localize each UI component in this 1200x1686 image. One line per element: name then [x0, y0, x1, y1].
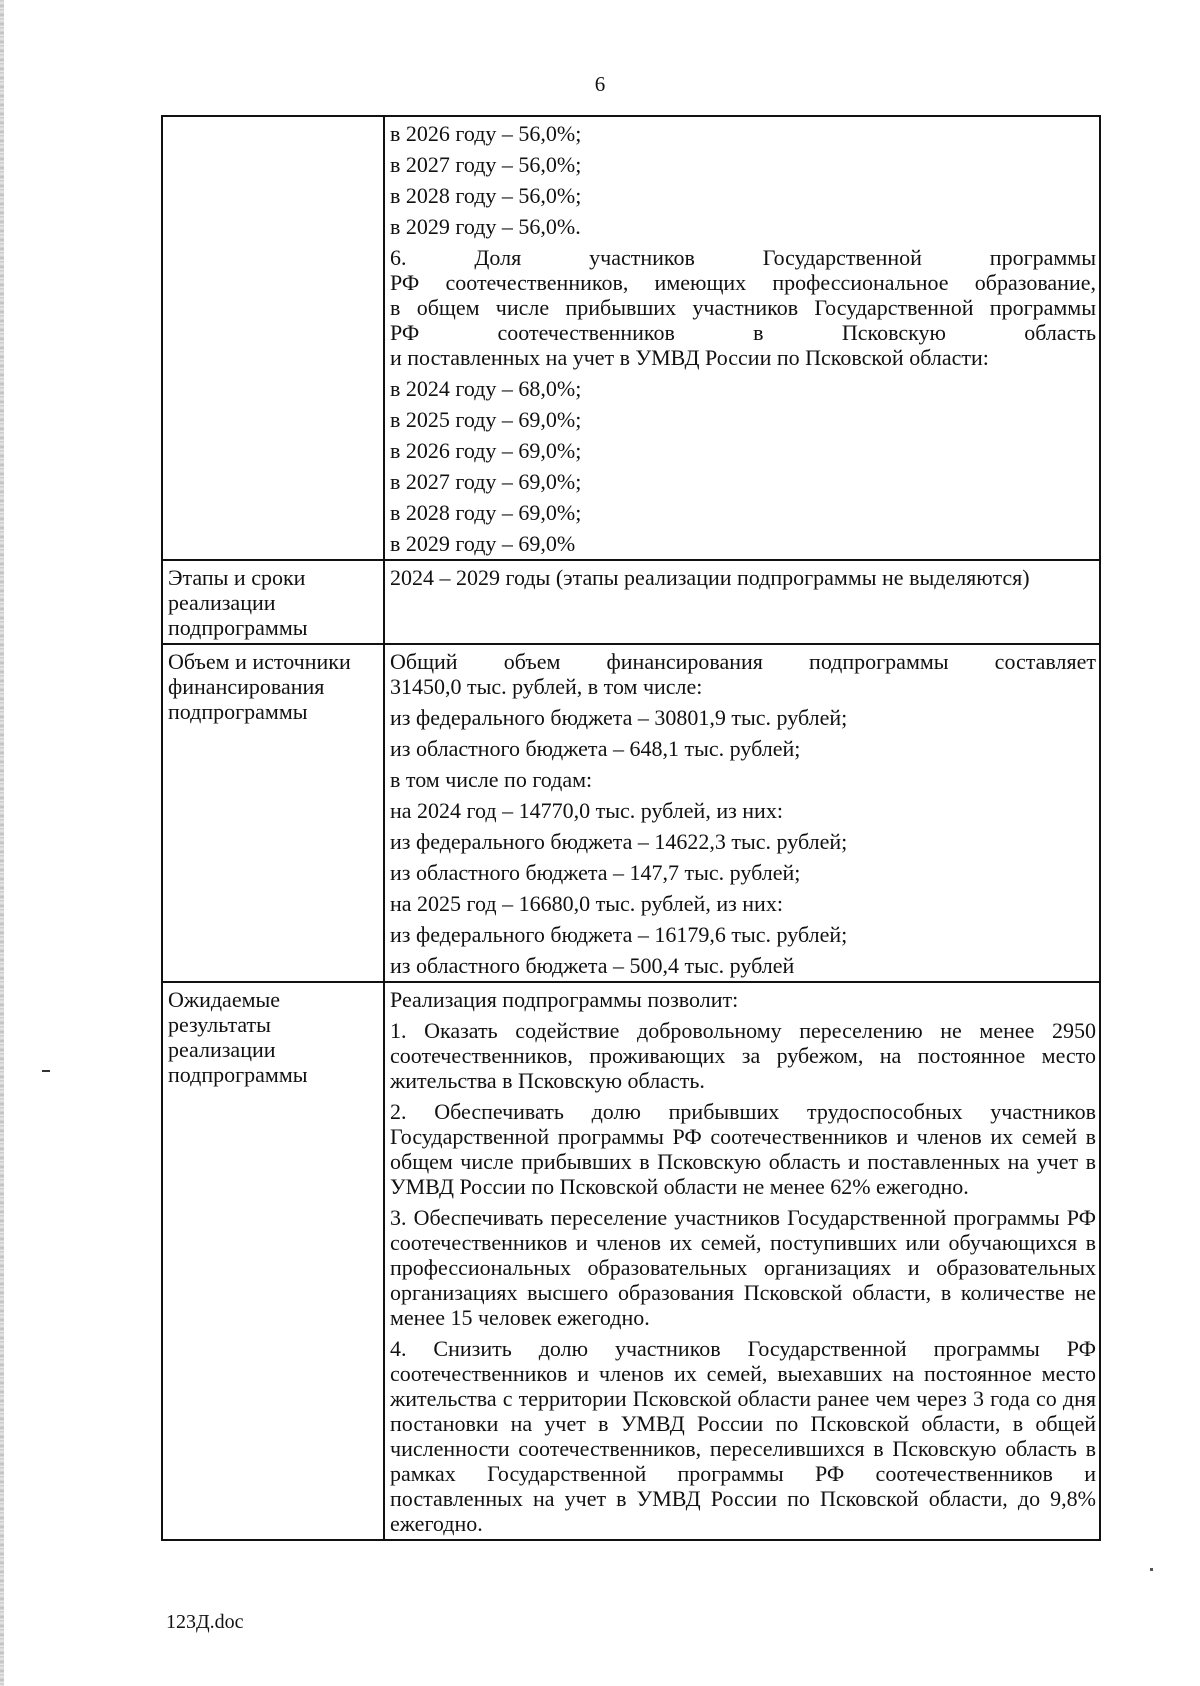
indicator-6-title-line: и поставленных на учет в УМВД России по Псковской области: [390, 345, 989, 370]
indicator-value: в 2028 году – 69,0%; [390, 500, 582, 525]
results-intro: Реализация подпрограммы позволит: [390, 987, 739, 1012]
page-number: 6 [594, 72, 606, 96]
indicator-value: в 2025 году – 69,0%; [390, 407, 582, 432]
indicator-value: в 2029 году – 69,0% [390, 531, 576, 556]
row-label-stages: Этапы и сроки реализации подпрограммы [162, 560, 384, 644]
funding-line: из областного бюджета – 147,7 тыс. рублей; [390, 860, 801, 885]
indicator-value: в 2024 году – 68,0%; [390, 376, 582, 401]
funding-line: из федерального бюджета – 30801,9 тыс. рублей; [390, 705, 848, 730]
row-content-indicators [384, 116, 1100, 560]
indicator-6-title-line: в общем числе прибывших участников Государственной программы [390, 295, 1096, 320]
funding-intro-line: Общий объем финансирования подпрограммы составляет [390, 649, 1096, 674]
indicator-value: в 2028 году – 56,0%; [390, 183, 582, 208]
funding-intro-line: 31450,0 тыс. рублей, в том числе: [390, 674, 703, 699]
indicator-6-title-line: РФ соотечественников, имеющих профессиональное образование, [390, 270, 1096, 295]
indicator-value: в 2027 году – 56,0%; [390, 152, 582, 177]
indicator-value: в 2026 году – 56,0%; [390, 121, 582, 146]
row-label-empty [162, 116, 384, 560]
row-label-results: Ожидаемые результаты реализации подпрограммы [162, 982, 384, 1540]
row-content-funding [384, 644, 1100, 982]
scan-mark-dot [1150, 1568, 1153, 1571]
indicator-6-title-line: 6. Доля участников Государственной программы [390, 245, 1096, 270]
table-row-funding [162, 644, 1100, 982]
funding-line: на 2024 год – 14770,0 тыс. рублей, из них: [390, 798, 783, 823]
indicator-value: в 2029 году – 56,0%. [390, 214, 581, 239]
funding-line: в том числе по годам: [390, 767, 593, 792]
table-row-results [162, 982, 1100, 1540]
result-item: 1. Оказать содействие добровольному переселению не менее 2950 соотечественников, проживающих за рубежом, на постоянное место жительства в Псковскую область. [390, 1018, 1096, 1093]
table-row-stages [162, 560, 1100, 644]
scan-edge-artifact [0, 0, 4, 1686]
indicator-value: в 2027 году – 69,0%; [390, 469, 582, 494]
subprogram-passport-table [161, 115, 1101, 1541]
indicator-value: в 2026 году – 69,0%; [390, 438, 582, 463]
table-row-indicators [162, 116, 1100, 560]
indicator-6-title-line: РФ соотечественников в Псковскую область [390, 320, 1096, 345]
file-name-footer: 123Д.doc [166, 1611, 244, 1633]
funding-line: из федерального бюджета – 16179,6 тыс. рублей; [390, 922, 848, 947]
funding-line: из областного бюджета – 500,4 тыс. рублей [390, 953, 795, 978]
result-item: 3. Обеспечивать переселение участников Государственной программы РФ соотечественников и членов их семей, поступивших или обучающихся в профессиональных образовательных организациях и образовательных организациях высшего образования Псковской области, в количестве не менее 15 человек ежегодно. [390, 1205, 1096, 1330]
scan-mark-dash [42, 1070, 50, 1072]
funding-line: из областного бюджета – 648,1 тыс. рублей; [390, 736, 801, 761]
result-item: 4. Снизить долю участников Государственной программы РФ соотечественников и членов их семей, выехавших на постоянное место жительства с территории Псковской области ранее чем через 3 года со дня постановки на учет в УМВД России по Псковской области, в общей численности соотечественников, переселившихся в Псковскую область в рамках Государственной программы РФ соотечественников и поставленных на учет в УМВД России по Псковской области, до 9,8% ежегодно. [390, 1336, 1096, 1536]
row-label-funding: Объем и источники финансирования подпрограммы [162, 644, 384, 982]
result-item: 2. Обеспечивать долю прибывших трудоспособных участников Государственной программы РФ соотечественников и членов их семей в общем числе прибывших в Псковскую область и поставленных на учет в УМВД России по Псковской области не менее 62% ежегодно. [390, 1099, 1096, 1199]
funding-line: на 2025 год – 16680,0 тыс. рублей, из них: [390, 891, 783, 916]
funding-line: из федерального бюджета – 14622,3 тыс. рублей; [390, 829, 848, 854]
row-content-results [384, 982, 1100, 1540]
row-content-stages: 2024 – 2029 годы (этапы реализации подпрограммы не выделяются) [384, 560, 1100, 644]
